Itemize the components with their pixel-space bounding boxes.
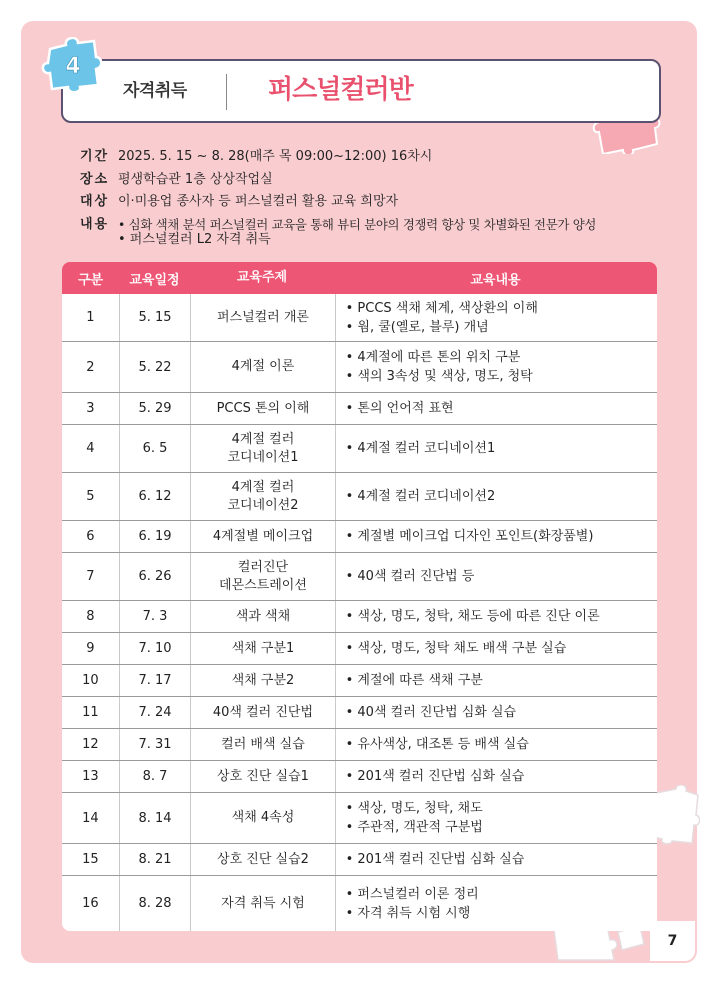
cell-content xyxy=(336,294,657,341)
cell-topic-line: PCCS 톤의 이해 xyxy=(216,400,310,416)
table-row xyxy=(62,601,657,633)
cell-topic-line: 상호 진단 실습1 xyxy=(217,768,309,784)
cell-content xyxy=(336,601,657,632)
cell-topic xyxy=(191,729,335,760)
cell-date xyxy=(120,697,192,728)
table-body xyxy=(62,294,657,931)
cell-topic xyxy=(191,633,335,664)
course-info xyxy=(80,146,596,236)
cell-topic-line: 색채 4속성 xyxy=(231,810,295,825)
cell-no xyxy=(62,521,120,552)
cell-content-line: • 웜, 쿨(옐로, 블루) 개념 xyxy=(345,319,489,335)
cell-date-text: 7. 3 xyxy=(142,609,168,624)
cell-content-line: • 201색 컬러 진단법 심화 실습 xyxy=(345,769,525,784)
cell-no-text: 13 xyxy=(82,769,99,784)
info-extra-bullet: • 퍼스널컬러 L2 자격 취득 xyxy=(118,232,271,247)
cell-topic-line: 4계절별 메이크업 xyxy=(212,528,314,544)
cell-topic-line: 코디네이션2 xyxy=(227,497,299,513)
cell-date xyxy=(120,473,192,520)
cell-content-line: • 4계절에 따른 톤의 위치 구분 xyxy=(345,350,521,365)
cell-content xyxy=(336,793,657,843)
cell-no xyxy=(62,473,120,520)
cell-topic-line: 컬러 배색 실습 xyxy=(221,736,305,752)
info-value: 평생학습관 1층 상상작업실 xyxy=(118,171,273,187)
cell-date-text: 5. 15 xyxy=(138,310,172,325)
info-label: 내용 xyxy=(80,216,110,232)
cell-no-text: 11 xyxy=(82,705,99,720)
cell-no-text: 10 xyxy=(82,673,99,688)
cell-date xyxy=(120,876,192,931)
cell-topic-line: 퍼스널컬러 개론 xyxy=(216,309,309,325)
cell-content-line: • 계절에 따른 색채 구분 xyxy=(345,673,483,688)
cell-topic xyxy=(191,473,335,520)
cell-date-text: 6. 26 xyxy=(138,569,172,584)
cell-content xyxy=(336,393,657,424)
badge-number: 4 xyxy=(65,54,81,79)
cell-content-line: • 톤의 언어적 표현 xyxy=(345,401,454,416)
cell-date-text: 7. 10 xyxy=(138,641,172,656)
cell-topic xyxy=(191,294,335,341)
info-row xyxy=(80,169,596,192)
cell-content xyxy=(336,425,657,472)
cell-date xyxy=(120,633,192,664)
cell-topic-line: 40색 컬러 진단법 xyxy=(212,704,314,720)
cell-date xyxy=(120,601,192,632)
cell-no xyxy=(62,425,120,472)
col-header-date: 교육일정 xyxy=(129,272,180,288)
cell-content xyxy=(336,633,657,664)
cell-date xyxy=(120,793,192,843)
table-row xyxy=(62,729,657,761)
cell-content-line: • 색상, 명도, 청탁 채도 배색 구분 실습 xyxy=(345,641,567,656)
cell-no-text: 15 xyxy=(82,852,99,867)
cell-no xyxy=(62,633,120,664)
cell-topic xyxy=(191,553,335,600)
cell-no-text: 14 xyxy=(82,810,99,826)
table-row xyxy=(62,876,657,931)
cell-date xyxy=(120,761,192,792)
info-label: 기간 xyxy=(80,149,110,164)
cell-no xyxy=(62,665,120,696)
col-header-no: 구분 xyxy=(77,272,104,288)
cell-content-line: • 201색 컬러 진단법 심화 실습 xyxy=(345,852,525,867)
cell-content xyxy=(336,342,657,392)
cell-date-text: 5. 29 xyxy=(138,401,172,416)
info-row xyxy=(80,146,596,169)
table-row xyxy=(62,665,657,697)
cell-no-text: 6 xyxy=(86,529,95,544)
cell-content-line: • 유사색상, 대조톤 등 배색 실습 xyxy=(345,737,529,752)
cell-no xyxy=(62,393,120,424)
number-badge-puzzle-icon xyxy=(40,37,102,93)
cell-date-text: 6. 12 xyxy=(138,489,172,504)
cell-date-text: 8. 14 xyxy=(138,810,172,826)
cell-topic xyxy=(191,876,335,931)
table-row xyxy=(62,553,657,601)
schedule-table xyxy=(62,262,657,931)
puzzle-piece-icon xyxy=(652,785,700,845)
cell-date xyxy=(120,665,192,696)
cell-no-text: 9 xyxy=(86,641,95,656)
cell-no-text: 16 xyxy=(82,896,99,911)
cell-topic-line: 코디네이션1 xyxy=(227,449,299,465)
cell-topic-line: 상호 진단 실습2 xyxy=(217,851,309,867)
cell-date xyxy=(120,294,192,341)
cell-date-text: 8. 21 xyxy=(138,852,172,867)
cell-content xyxy=(336,761,657,792)
table-row xyxy=(62,761,657,793)
cell-content xyxy=(336,844,657,875)
table-row xyxy=(62,425,657,473)
table-row xyxy=(62,294,657,342)
course-header xyxy=(61,59,661,123)
cell-content xyxy=(336,473,657,520)
cell-date-text: 8. 28 xyxy=(138,896,172,911)
cell-date-text: 6. 19 xyxy=(138,529,172,544)
cell-content-line: • 4계절 컬러 코디네이션1 xyxy=(345,441,496,456)
col-header-content: 교육내용 xyxy=(470,272,521,288)
cell-no xyxy=(62,729,120,760)
cell-no-text: 4 xyxy=(86,441,95,456)
cell-date xyxy=(120,425,192,472)
page-number: 7 xyxy=(650,921,695,961)
cell-date xyxy=(120,521,192,552)
cell-topic xyxy=(191,761,335,792)
cell-no xyxy=(62,761,120,792)
info-value: 이·미용업 종사자 등 퍼스널컬러 활용 교육 희망자 xyxy=(118,194,399,209)
table-row xyxy=(62,844,657,876)
cell-content xyxy=(336,876,657,931)
cell-date xyxy=(120,844,192,875)
cell-topic-line: 데몬스트레이션 xyxy=(219,577,307,593)
cell-date xyxy=(120,342,192,392)
cell-no xyxy=(62,601,120,632)
info-row xyxy=(80,191,596,214)
cell-content xyxy=(336,729,657,760)
cell-content-line: • 색상, 명도, 청탁, 채도 xyxy=(345,801,483,816)
cell-topic xyxy=(191,844,335,875)
cell-no xyxy=(62,553,120,600)
cell-content xyxy=(336,553,657,600)
cell-topic-line: 4계절 컬러 xyxy=(231,431,295,447)
cell-topic-line: 자격 취득 시험 xyxy=(221,895,305,911)
cell-topic-line: 색채 구분2 xyxy=(231,672,295,688)
cell-content xyxy=(336,665,657,696)
cell-topic-line: 4계절 이론 xyxy=(231,359,295,374)
cell-date-text: 7. 31 xyxy=(138,737,172,752)
table-row xyxy=(62,473,657,521)
cell-no-text: 3 xyxy=(86,401,95,416)
info-label: 대상 xyxy=(80,194,110,209)
cell-topic xyxy=(191,521,335,552)
cell-no xyxy=(62,697,120,728)
info-value: 2025. 5. 15 ~ 8. 28(매주 목 09:00~12:00) 16차시 xyxy=(118,149,433,164)
cell-topic xyxy=(191,342,335,392)
cell-no-text: 12 xyxy=(82,737,99,752)
cell-date-text: 7. 24 xyxy=(138,705,172,720)
cell-topic xyxy=(191,425,335,472)
cell-topic xyxy=(191,793,335,843)
cell-content-line: • 40색 컬러 진단법 등 xyxy=(345,569,475,584)
course-category: 자격취득 xyxy=(123,81,187,101)
cell-no xyxy=(62,793,120,843)
cell-content-line: • 4계절 컬러 코디네이션2 xyxy=(345,489,496,504)
cell-topic xyxy=(191,665,335,696)
cell-topic xyxy=(191,393,335,424)
cell-content-line: • 계절별 메이크업 디자인 포인트(화장품별) xyxy=(345,529,594,544)
cell-no-text: 1 xyxy=(86,310,95,325)
cell-content xyxy=(336,521,657,552)
table-row xyxy=(62,633,657,665)
header-divider xyxy=(226,74,227,110)
cell-date xyxy=(120,553,192,600)
cell-date-text: 5. 22 xyxy=(138,359,172,375)
cell-topic-line: 색채 구분1 xyxy=(231,640,295,656)
cell-content xyxy=(336,697,657,728)
table-row xyxy=(62,521,657,553)
cell-content-line: • 색의 3속성 및 색상, 명도, 청탁 xyxy=(345,369,533,384)
col-header-topic: 교육주제 xyxy=(236,270,288,285)
course-title: 퍼스널컬러반 xyxy=(268,75,413,105)
table-row xyxy=(62,393,657,425)
cell-no-text: 7 xyxy=(86,569,95,584)
cell-no xyxy=(62,342,120,392)
cell-no xyxy=(62,844,120,875)
cell-no xyxy=(62,294,120,341)
cell-no xyxy=(62,876,120,931)
cell-no-text: 5 xyxy=(86,489,95,504)
table-row xyxy=(62,793,657,844)
table-row xyxy=(62,697,657,729)
cell-content-line: • 40색 컬러 진단법 심화 실습 xyxy=(345,705,517,720)
cell-topic-line: 컬러진단 xyxy=(237,559,289,575)
cell-topic xyxy=(191,697,335,728)
cell-content-line: • 퍼스널컬러 이론 정리 xyxy=(345,886,479,902)
cell-no-text: 2 xyxy=(86,359,95,375)
cell-content-line: • 자격 취득 시험 시행 xyxy=(345,905,471,921)
cell-content-line: • 색상, 명도, 청탁, 채도 등에 따른 진단 이론 xyxy=(345,609,600,624)
info-label: 장소 xyxy=(80,171,110,187)
cell-date-text: 8. 7 xyxy=(142,769,168,784)
cell-content-line: • PCCS 색채 체계, 색상환의 이해 xyxy=(345,300,538,316)
cell-date xyxy=(120,729,192,760)
table-header xyxy=(62,262,657,294)
cell-content-line: • 주관적, 객관적 구분법 xyxy=(345,820,483,835)
cell-date-text: 7. 17 xyxy=(138,673,172,688)
cell-no-text: 8 xyxy=(86,609,95,624)
info-value: • 심화 색채 분석 퍼스널컬러 교육을 통해 뷰티 분야의 경쟁력 향상 및 차별화된 전문가 양성 xyxy=(118,216,597,232)
table-row xyxy=(62,342,657,393)
cell-topic xyxy=(191,601,335,632)
cell-topic-line: 4계절 컬러 xyxy=(231,479,295,495)
cell-date xyxy=(120,393,192,424)
cell-date-text: 6. 5 xyxy=(142,441,168,456)
cell-topic-line: 색과 색채 xyxy=(235,608,291,624)
